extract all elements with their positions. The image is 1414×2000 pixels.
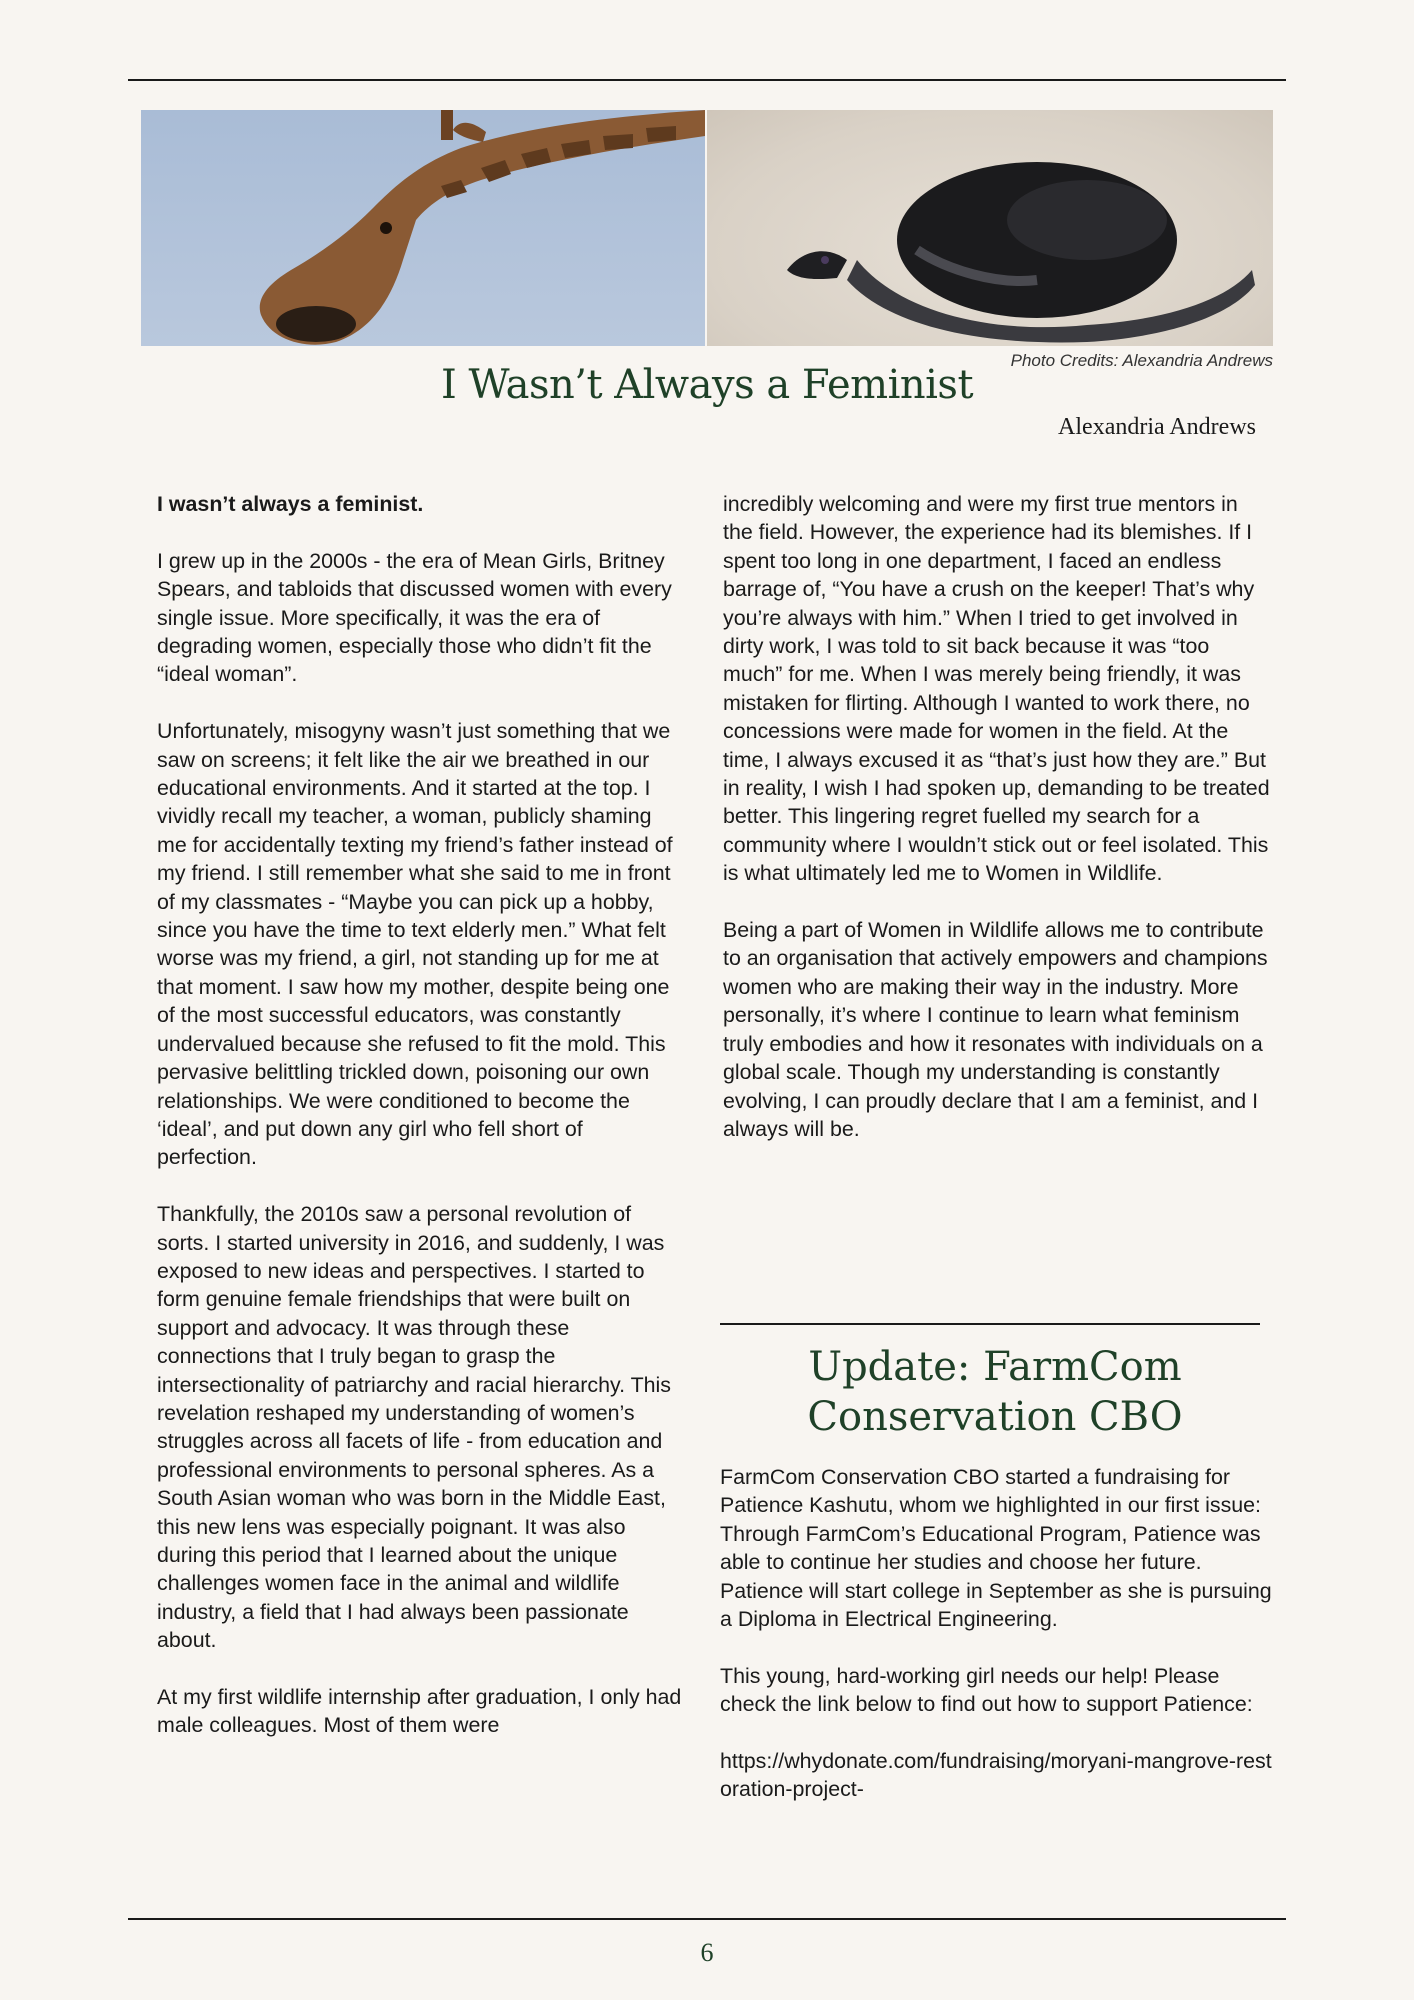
article-title: I Wasn’t Always a Feminist: [440, 362, 974, 408]
section-divider: [720, 1323, 1260, 1325]
photo-strip: [141, 110, 1273, 346]
top-rule: [128, 79, 1286, 81]
article-lead: I wasn’t always a feminist.: [157, 492, 424, 516]
article-column-left: [157, 490, 687, 1768]
update-paragraph: FarmCom Conservation CBO started a fundraising for Patience Kashutu, whom we highlighted in our first issue: Through FarmCom’s Educational Program, Patience was able to continue her studies and choose her future. Patience will start college in September as she is pursuing a Diploma in Electrical Engineering.: [720, 1465, 1272, 1632]
update-section: [720, 1463, 1275, 1832]
black-animal-photo: [707, 110, 1273, 346]
article-paragraph: incredibly welcoming and were my first true mentors in the field. However, the experience had its blemishes. If I spent too long in one department, I faced an endless barrage of, “You have a crush on the keeper! That’s why you’re always with him.” When I tried to get involved in dirty work, I was told to sit back because it was “too much” for me. When I was merely being friendly, it was mistaken for flirting. Although I wanted to work there, no concessions were made for women in the field. At the time, I always excused it as “that’s just how they are.” But in reality, I wish I had spoken up, demanding to be treated better. This lingering regret fuelled my search for a community where I wouldn’t stick out or feel isolated. This is what ultimately led me to Women in Wildlife.: [723, 492, 1270, 886]
update-paragraph: This young, hard-working girl needs our help! Please check the link below to find out how to support Patience:: [720, 1663, 1253, 1717]
article-paragraph: I grew up in the 2000s - the era of Mean Girls, Britney Spears, and tabloids that discussed women with every single issue. More specifically, it was the era of degrading women, especially those who didn’t fit the “ideal woman”.: [157, 548, 672, 687]
article-paragraph: Thankfully, the 2010s saw a personal revolution of sorts. I started university in 2016, and suddenly, I was exposed to new ideas and perspectives. I started to form genuine female friendships that were built on support and advocacy. It was through these connections that I truly began to grasp the intersectionality of patriarchy and racial hierarchy. This revelation reshaped my understanding of women’s struggles across all facets of life - from education and professional environments to personal spheres. As a South Asian woman who was born in the Middle East, this new lens was especially poignant. It was also during this period that I learned about the unique challenges women face in the animal and wildlife industry, a field that I had always been passionate about.: [157, 1202, 672, 1653]
article-author: Alexandria Andrews: [1058, 414, 1256, 440]
giraffe-photo: [141, 110, 705, 346]
fundraising-link[interactable]: https://whydonate.com/fundraising/moryani-mangrove-restoration-project-: [720, 1749, 1272, 1802]
bottom-rule: [128, 1918, 1286, 1920]
page-number: 6: [700, 1938, 714, 1967]
article-paragraph: At my first wildlife internship after graduation, I only had male colleagues. Most of them were: [157, 1685, 682, 1738]
article-paragraph: Unfortunately, misogyny wasn’t just something that we saw on screens; it felt like the air we breathed in our educational environments. And it started at the top. I vividly recall my teacher, a woman, publicly shaming me for accidentally texting my friend’s father instead of my friend. I still remember what she said to me in front of my classmates - “Maybe you can pick up a hobby, since you have the time to text elderly men.” What felt worse was my friend, a girl, not standing up for me at that moment. I saw how my mother, despite being one of the most successful educators, was constantly undervalued because she refused to fit the mold. This pervasive belittling trickled down, poisoning our own relationships. We were conditioned to become the ‘ideal’, and put down any girl who fell short of perfection.: [157, 719, 673, 1170]
update-title-line-2: Conservation CBO: [807, 1394, 1183, 1440]
article-paragraph: Being a part of Women in Wildlife allows me to contribute to an organisation that actively empowers and champions women who are making their way in the industry. More personally, it’s where I continue to learn what feminism truly embodies and how it resonates with individuals on a global scale. Though my understanding is constantly evolving, I can proudly declare that I am a feminist, and I always will be.: [723, 918, 1268, 1141]
photo-credit: Photo Credits: Alexandria Andrews: [1010, 351, 1273, 370]
update-title-line-1: Update: FarmCom: [808, 1344, 1182, 1390]
article-column-right: [723, 490, 1273, 1172]
update-title: [720, 1342, 1270, 1442]
